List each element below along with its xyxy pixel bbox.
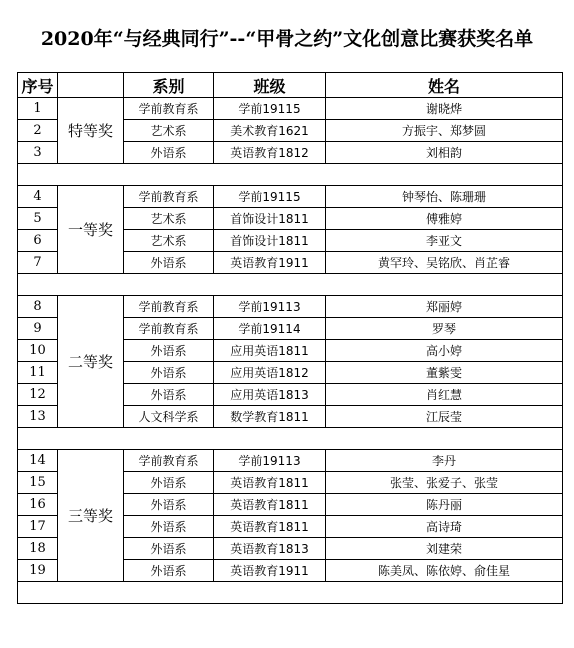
header-dept: 系别 (124, 73, 214, 98)
row-number: 17 (18, 516, 58, 538)
row-number: 1 (18, 98, 58, 120)
class-cell: 应用英语1813 (214, 384, 326, 406)
department-cell: 外语系 (124, 516, 214, 538)
header-no: 序号 (18, 73, 58, 98)
name-cell: 郑丽婷 (326, 296, 563, 318)
separator-cell (18, 164, 563, 186)
name-cell: 李亚文 (326, 230, 563, 252)
class-cell: 美术教育1621 (214, 120, 326, 142)
separator-cell (18, 428, 563, 450)
row-number: 15 (18, 472, 58, 494)
award-level: 二等奖 (58, 296, 124, 428)
department-cell: 学前教育系 (124, 98, 214, 120)
class-cell: 英语教育1811 (214, 516, 326, 538)
header-row (18, 73, 563, 98)
row-number: 14 (18, 450, 58, 472)
class-cell: 首饰设计1811 (214, 208, 326, 230)
row-number: 6 (18, 230, 58, 252)
name-cell: 罗琴 (326, 318, 563, 340)
row-number: 9 (18, 318, 58, 340)
department-cell: 学前教育系 (124, 450, 214, 472)
department-cell: 外语系 (124, 384, 214, 406)
class-cell: 学前19113 (214, 450, 326, 472)
department-cell: 外语系 (124, 472, 214, 494)
name-cell: 黄罕玲、吴铭欣、肖芷睿 (326, 252, 563, 274)
class-cell: 英语教育1911 (214, 560, 326, 582)
award-level: 一等奖 (58, 186, 124, 274)
separator-cell (18, 274, 563, 296)
class-cell: 学前19113 (214, 296, 326, 318)
name-cell: 陈美凤、陈依婷、俞佳星 (326, 560, 563, 582)
name-cell: 李丹 (326, 450, 563, 472)
separator-row (18, 582, 563, 604)
header-name: 姓名 (326, 73, 563, 98)
name-cell: 张莹、张爱子、张莹 (326, 472, 563, 494)
name-cell: 董紫雯 (326, 362, 563, 384)
department-cell: 艺术系 (124, 120, 214, 142)
row-number: 18 (18, 538, 58, 560)
separator-cell (18, 582, 563, 604)
name-cell: 肖红慧 (326, 384, 563, 406)
table-row (18, 296, 563, 318)
class-cell: 英语教育1813 (214, 538, 326, 560)
class-cell: 学前19114 (214, 318, 326, 340)
department-cell: 学前教育系 (124, 318, 214, 340)
class-cell: 数学教育1811 (214, 406, 326, 428)
row-number: 3 (18, 142, 58, 164)
row-number: 16 (18, 494, 58, 516)
department-cell: 外语系 (124, 362, 214, 384)
name-cell: 刘相韵 (326, 142, 563, 164)
table-body (18, 98, 563, 604)
table-row (18, 450, 563, 472)
row-number: 5 (18, 208, 58, 230)
department-cell: 艺术系 (124, 208, 214, 230)
page-title: 2020年“与经典同行”--“甲骨之约”文化创意比赛获奖名单 (40, 28, 534, 50)
table-row (18, 186, 563, 208)
department-cell: 外语系 (124, 142, 214, 164)
row-number: 12 (18, 384, 58, 406)
row-number: 10 (18, 340, 58, 362)
row-number: 11 (18, 362, 58, 384)
table-row (18, 98, 563, 120)
department-cell: 人文科学系 (124, 406, 214, 428)
class-cell: 应用英语1811 (214, 340, 326, 362)
department-cell: 学前教育系 (124, 186, 214, 208)
header-award (58, 73, 124, 98)
row-number: 2 (18, 120, 58, 142)
class-cell: 英语教育1811 (214, 494, 326, 516)
name-cell: 方振宇、郑梦圆 (326, 120, 563, 142)
department-cell: 学前教育系 (124, 296, 214, 318)
department-cell: 外语系 (124, 340, 214, 362)
class-cell: 学前19115 (214, 186, 326, 208)
separator-row (18, 428, 563, 450)
department-cell: 外语系 (124, 560, 214, 582)
award-table (17, 72, 563, 604)
name-cell: 陈丹丽 (326, 494, 563, 516)
row-number: 7 (18, 252, 58, 274)
name-cell: 高小婷 (326, 340, 563, 362)
class-cell: 英语教育1812 (214, 142, 326, 164)
class-cell: 应用英语1812 (214, 362, 326, 384)
header-class: 班级 (214, 73, 326, 98)
class-cell: 学前19115 (214, 98, 326, 120)
name-cell: 谢晓烨 (326, 98, 563, 120)
name-cell: 刘建荣 (326, 538, 563, 560)
department-cell: 外语系 (124, 538, 214, 560)
row-number: 4 (18, 186, 58, 208)
class-cell: 英语教育1811 (214, 472, 326, 494)
award-level: 三等奖 (58, 450, 124, 582)
department-cell: 外语系 (124, 252, 214, 274)
row-number: 8 (18, 296, 58, 318)
name-cell: 傅雅婷 (326, 208, 563, 230)
class-cell: 英语教育1911 (214, 252, 326, 274)
class-cell: 首饰设计1811 (214, 230, 326, 252)
name-cell: 江辰莹 (326, 406, 563, 428)
separator-row (18, 274, 563, 296)
department-cell: 外语系 (124, 494, 214, 516)
row-number: 13 (18, 406, 58, 428)
award-level: 特等奖 (58, 98, 124, 164)
name-cell: 高诗琦 (326, 516, 563, 538)
name-cell: 钟琴怡、陈珊珊 (326, 186, 563, 208)
separator-row (18, 164, 563, 186)
department-cell: 艺术系 (124, 230, 214, 252)
row-number: 19 (18, 560, 58, 582)
